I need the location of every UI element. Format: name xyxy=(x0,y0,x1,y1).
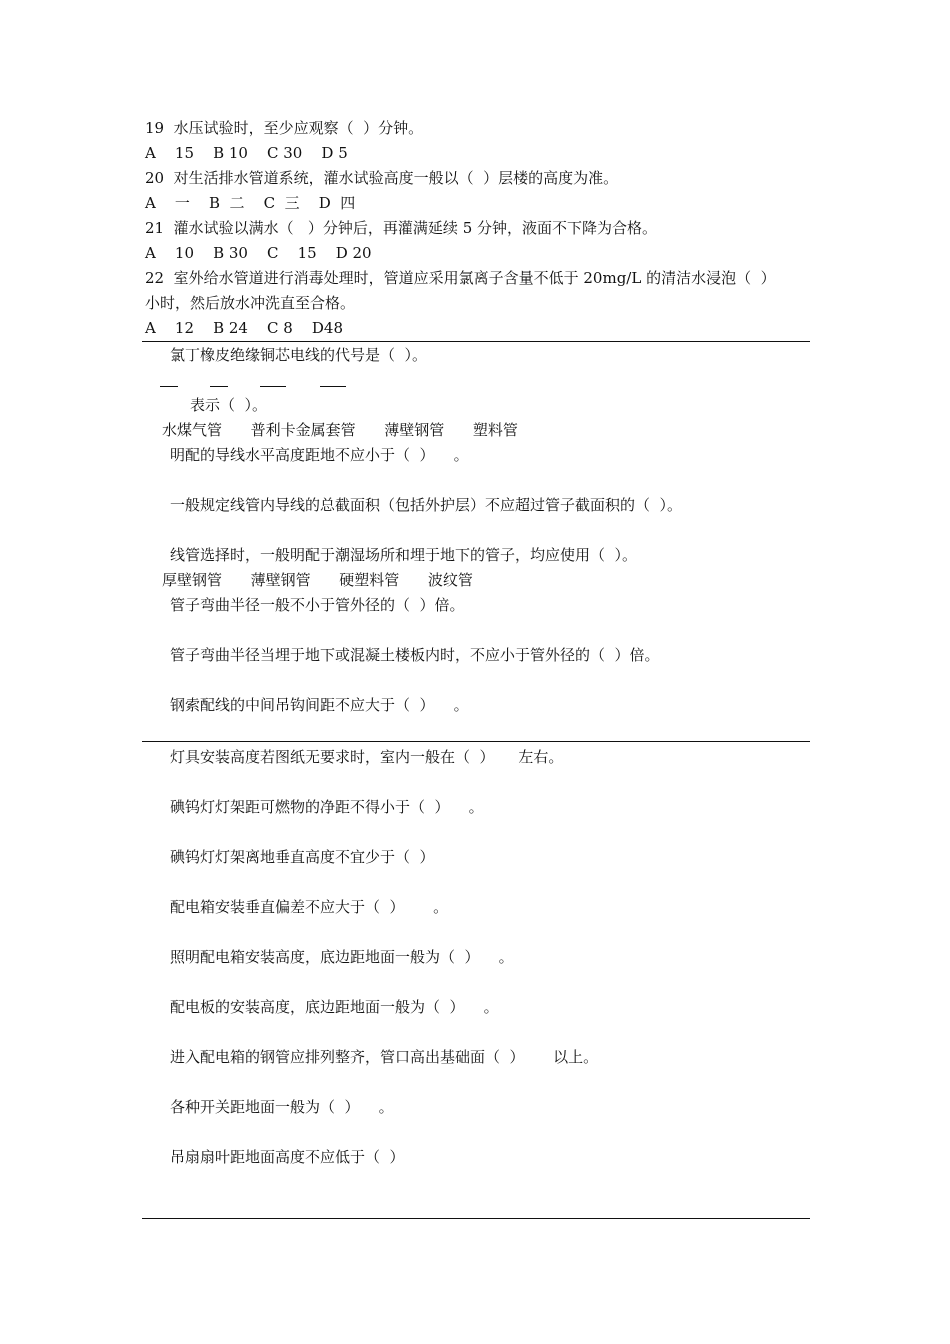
question-bend-radius: 管子弯曲半径一般不小于管外径的（ ）倍。 xyxy=(170,596,465,614)
question-conduit-selection: 线管选择时，一般明配于潮湿场所和埋于地下的管子，均应使用（ ）。 xyxy=(170,546,638,564)
options-symbol-meaning: 水煤气管 普利卡金属套管 薄壁钢管 塑料管 xyxy=(162,421,518,439)
question-fan-blade-height: 吊扇扇叶距地面高度不应低于（ ） xyxy=(170,1148,405,1166)
question-panel-deviation: 配电箱安装垂直偏差不应大于（ ） 。 xyxy=(170,898,449,916)
question-symbol-meaning: 表示（ ）。 xyxy=(190,396,268,414)
options-19: A 15 B 10 C 30 D 5 xyxy=(145,144,348,162)
question-conduit-fill: 一般规定线管内导线的总截面积（包括外护层）不应超过管子截面积的（ ）。 xyxy=(170,496,683,514)
section-divider-1 xyxy=(142,341,810,342)
question-19: 19 水压试验时，至少应观察（ ）分钟。 xyxy=(145,119,424,137)
question-distribution-board-height: 配电板的安装高度，底边距地面一般为（ ） 。 xyxy=(170,998,499,1016)
options-20: A 一 B 二 C 三 D 四 xyxy=(145,194,356,212)
question-conduit-protrusion: 进入配电箱的钢管应排列整齐，管口高出基础面（ ） 以上。 xyxy=(170,1048,599,1066)
question-hook-spacing: 钢索配线的中间吊钩间距不应大于（ ） 。 xyxy=(170,696,469,714)
blank-mark-2 xyxy=(210,386,228,387)
options-22: A 12 B 24 C 8 D48 xyxy=(145,319,343,337)
question-bend-radius-buried: 管子弯曲半径当埋于地下或混凝土楼板内时，不应小于管外径的（ ）倍。 xyxy=(170,646,660,664)
question-iodine-lamp-clearance: 碘钨灯灯架距可燃物的净距不得小于（ ） 。 xyxy=(170,798,484,816)
question-20: 20 对生活排水管道系统，灌水试验高度一般以（ ）层楼的高度为准。 xyxy=(145,169,619,187)
question-wire-code: 氯丁橡皮绝缘铜芯电线的代号是（ ）。 xyxy=(170,346,428,364)
blank-mark-1 xyxy=(160,386,178,387)
question-wire-height: 明配的导线水平高度距地不应小于（ ） 。 xyxy=(170,446,469,464)
options-conduit-selection: 厚壁钢管 薄壁钢管 硬塑料管 波纹管 xyxy=(162,571,473,589)
blank-mark-3 xyxy=(260,386,286,387)
section-divider-2 xyxy=(142,741,810,742)
question-switch-height: 各种开关距地面一般为（ ） 。 xyxy=(170,1098,394,1116)
question-lamp-height: 灯具安装高度若图纸无要求时，室内一般在（ ） 左右。 xyxy=(170,748,564,766)
question-21: 21 灌水试验以满水（ ）分钟后，再灌满延续 5 分钟，液面不下降为合格。 xyxy=(145,219,658,237)
question-22-continued: 小时，然后放水冲洗直至合格。 xyxy=(145,294,356,312)
blank-mark-4 xyxy=(320,386,346,387)
section-divider-3 xyxy=(142,1218,810,1219)
options-21: A 10 B 30 C 15 D 20 xyxy=(145,244,372,262)
question-lighting-panel-height: 照明配电箱安装高度，底边距地面一般为（ ） 。 xyxy=(170,948,514,966)
question-22: 22 室外给水管道进行消毒处理时，管道应采用氯离子含量不低于 20mg/L 的清洁水浸泡（ ） xyxy=(145,269,776,287)
question-iodine-lamp-height: 碘钨灯灯架离地垂直高度不宜少于（ ） xyxy=(170,848,435,866)
